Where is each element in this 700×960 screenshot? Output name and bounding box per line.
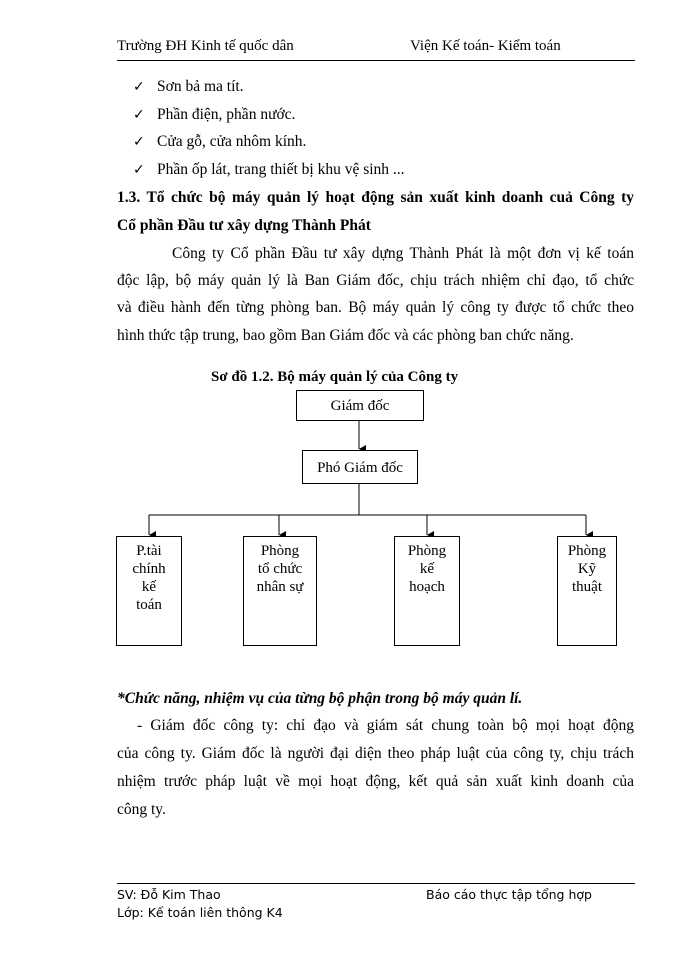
box-dept-hr <box>243 536 317 646</box>
box-dept-planning <box>394 536 460 646</box>
paragraph-line: độc lập, bộ máy quản lý là Ban Giám đốc, chịu trách nhiệm chỉ đạo, tổ chức <box>117 272 634 289</box>
checkmark-icon: ✓ <box>133 79 145 95</box>
box-text-line: P.tài <box>136 543 162 559</box>
header-university: Trường ĐH Kinh tế quốc dân <box>117 38 294 54</box>
section-heading-line1: 1.3. Tổ chức bộ máy quản lý hoạt động sản xuất kinh doanh cuả Công ty <box>117 189 634 206</box>
paragraph-line: hình thức tập trung, bao gồm Ban Giám đốc và các phòng ban chức năng. <box>117 327 574 344</box>
list-item-text: Phần điện, phần nước. <box>157 106 296 123</box>
functions-heading: *Chức năng, nhiệm vụ của từng bộ phận trong bộ máy quản lí. <box>117 690 523 707</box>
box-text-line: chính <box>132 561 166 577</box>
box-deputy-label: Phó Giám đốc <box>317 460 403 476</box>
box-deputy <box>302 450 418 484</box>
footer-student: SV: Đỗ Kim Thao <box>117 887 221 902</box>
box-text-line: kế <box>419 561 435 577</box>
diagram-caption: Sơ đồ 1.2. Bộ máy quản lý của Công ty <box>211 369 459 385</box>
box-text-line: tổ chức <box>257 561 303 577</box>
list-item-text: Cửa gỗ, cửa nhôm kính. <box>157 133 307 150</box>
box-director-label: Giám đốc <box>330 398 390 414</box>
header-institute: Viện Kế toán- Kiểm toán <box>410 38 561 54</box>
footer-rule <box>117 883 635 884</box>
paragraph-line: nhiệm trước pháp luật về mọi hoạt động, kết quả sản xuất kinh doanh của <box>117 773 634 790</box>
box-text-line: hoạch <box>409 579 445 595</box>
paragraph-line: và điều hành đến từng phòng ban. Bộ máy quản lý công ty được tổ chức theo <box>117 299 634 316</box>
footer-report: Báo cáo thực tập tổng hợp <box>426 887 592 902</box>
box-dept-finance <box>116 536 182 646</box>
box-dept-tech <box>557 536 617 646</box>
list-item-text: Phần ốp lát, trang thiết bị khu vệ sinh ... <box>157 161 405 178</box>
paragraph-line: - Giám đốc công ty: chỉ đạo và giám sát chung toàn bộ mọi hoạt động <box>137 717 634 734</box>
box-text-line: Kỹ <box>577 561 597 577</box>
box-text-line: nhân sự <box>256 579 304 595</box>
box-text-line: thuật <box>572 579 602 595</box>
list-item-text: Sơn bả ma tít. <box>157 78 244 95</box>
box-director <box>296 390 424 421</box>
paragraph-line: Công ty Cổ phần Đầu tư xây dựng Thành Phát là một đơn vị kế toán <box>172 245 634 262</box>
box-text-line: toán <box>136 597 162 613</box>
paragraph-line: của công ty. Giám đốc là người đại diện theo pháp luật của công ty, chịu trách <box>117 745 634 762</box>
checkmark-icon: ✓ <box>133 107 145 123</box>
box-text-line: Phòng <box>407 543 447 559</box>
footer-class: Lớp: Kế toán liên thông K4 <box>117 905 283 920</box>
box-text-line: kế <box>141 579 157 595</box>
box-text-line: Phòng <box>260 543 300 559</box>
paragraph-line: công ty. <box>117 801 166 818</box>
checkmark-icon: ✓ <box>133 162 145 178</box>
box-text-line: Phòng <box>567 543 607 559</box>
checkmark-icon: ✓ <box>133 134 145 150</box>
section-heading-line2: Cổ phần Đầu tư xây dựng Thành Phát <box>117 217 371 234</box>
